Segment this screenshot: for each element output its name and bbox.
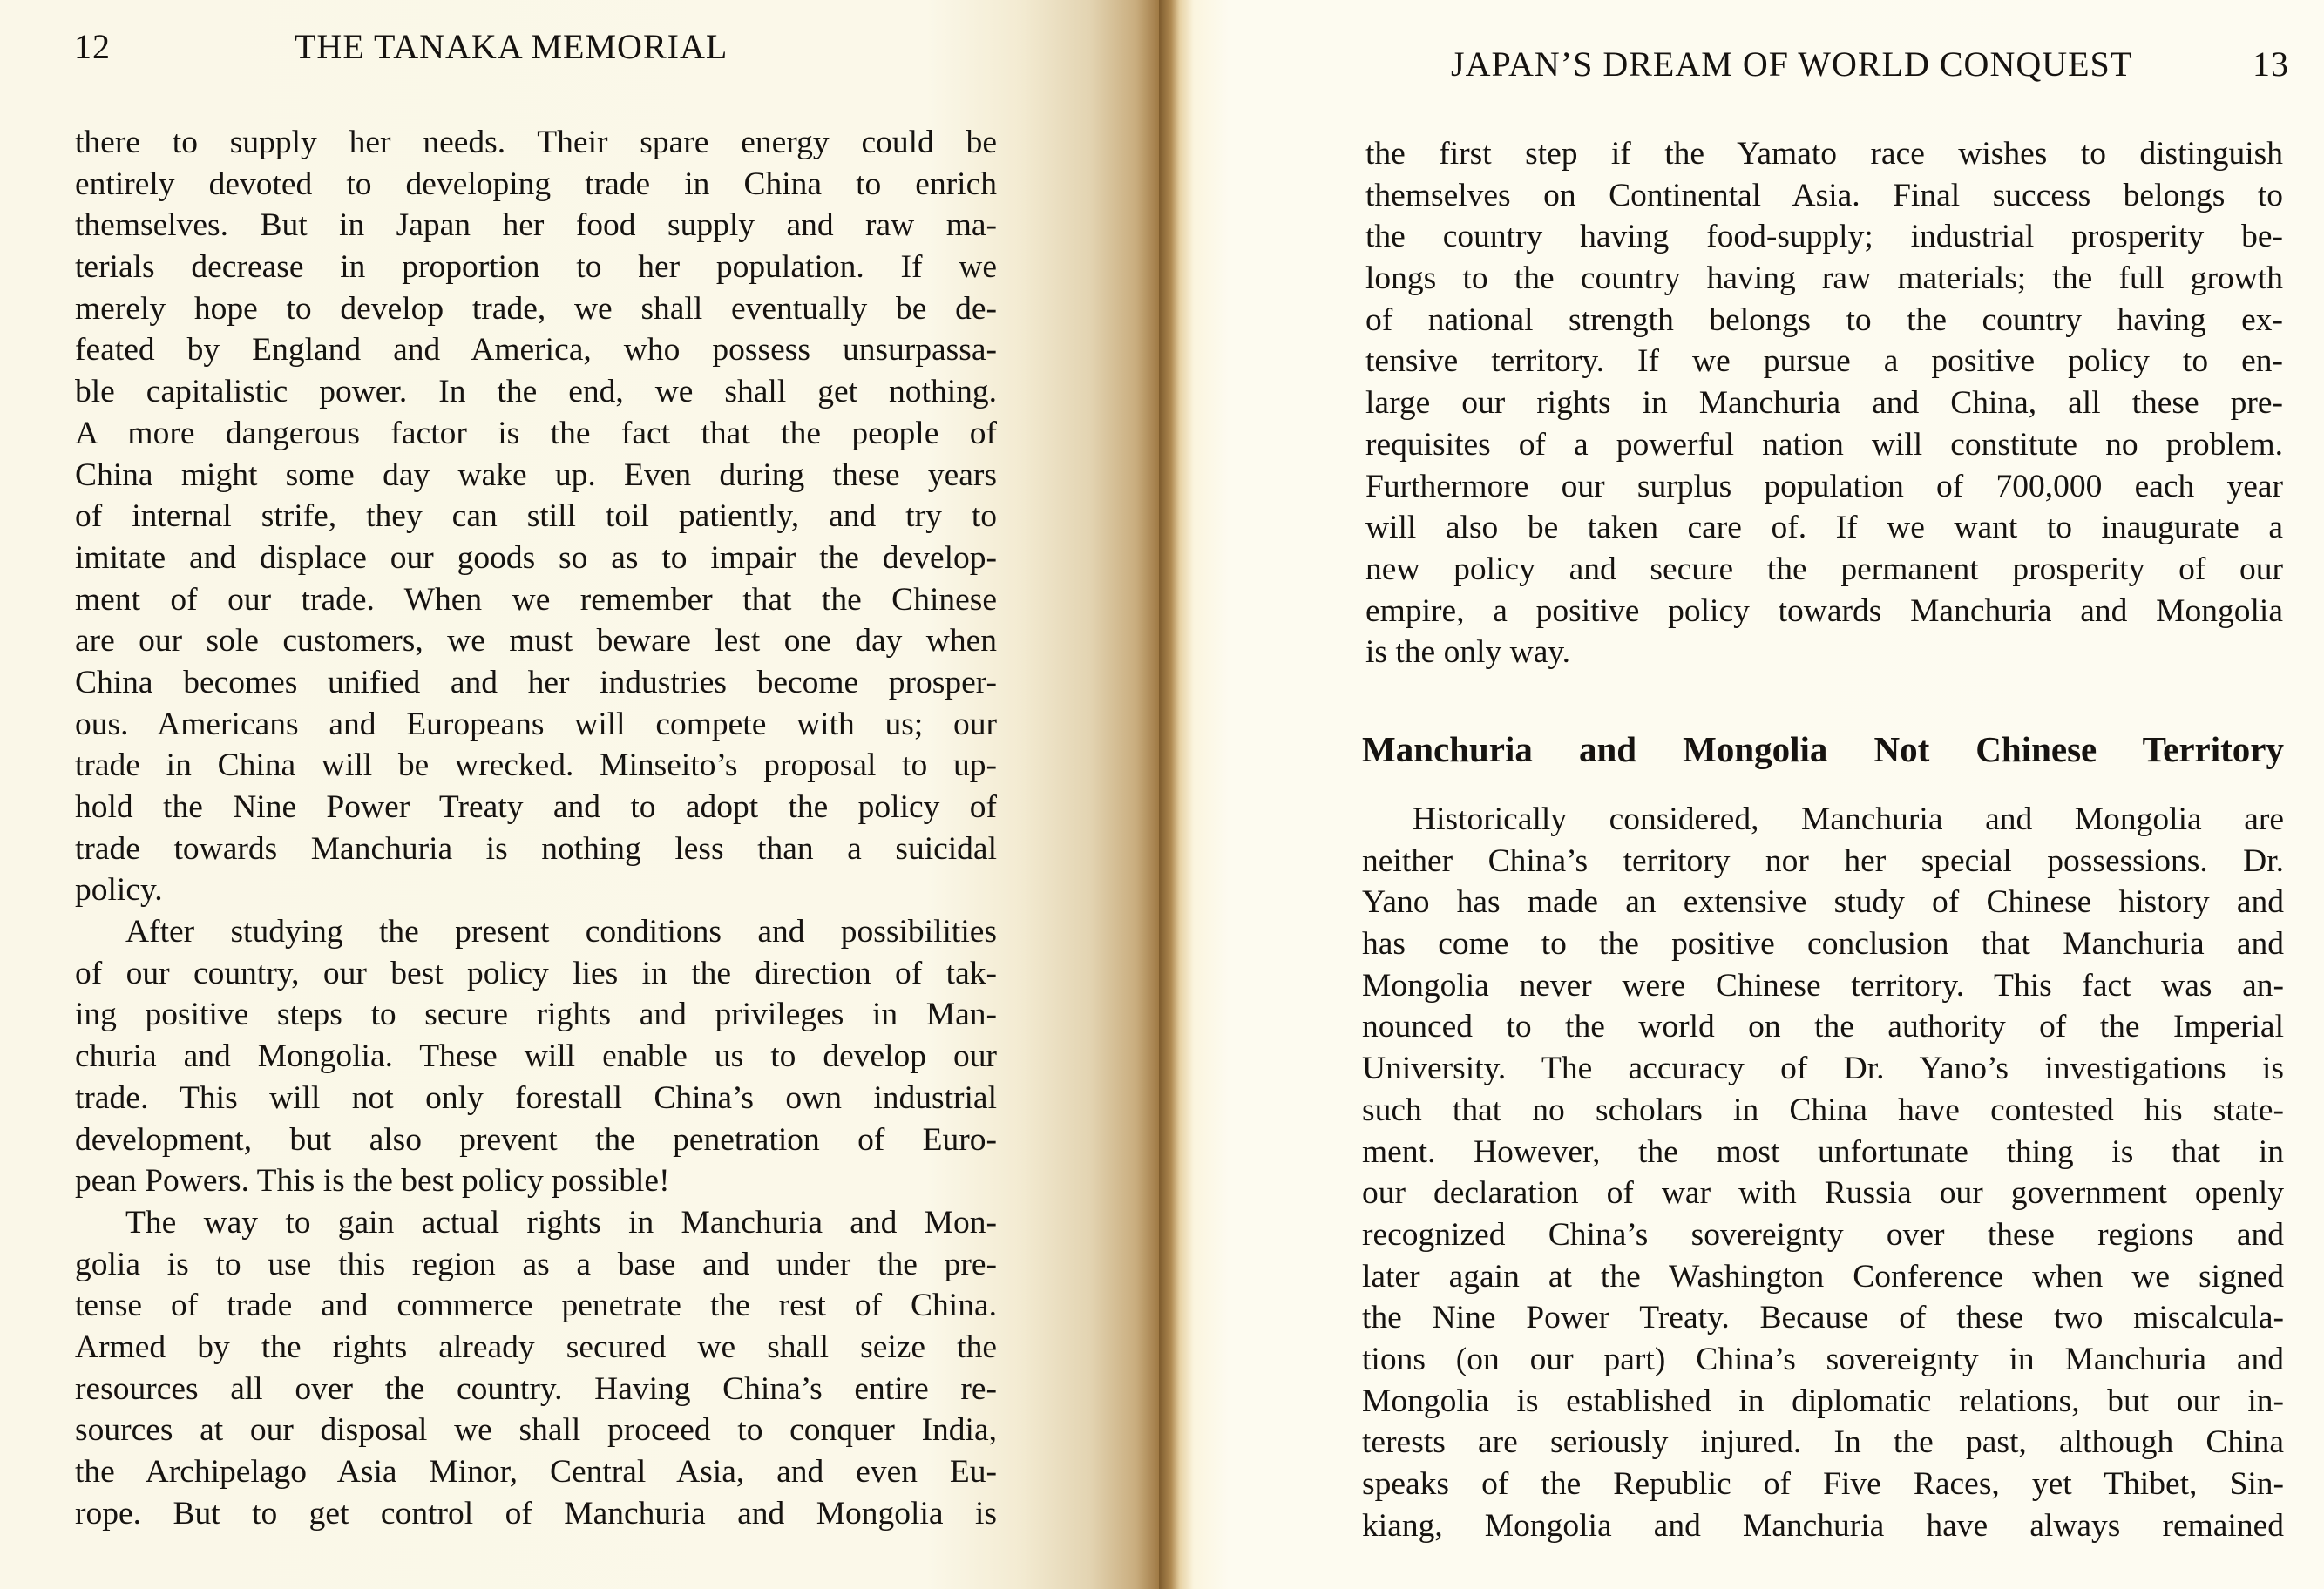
text-line: A more dangerous factor is the fact that the people of (75, 415, 997, 451)
text-line: ble capitalistic power. In the end, we shall get nothing. (75, 374, 997, 410)
text-line: pean Powers. This is the best policy possible! (75, 1163, 670, 1200)
text-line: China might some day wake up. Even during these years (75, 456, 997, 493)
text-line: are our sole customers, we must beware lest one day when (75, 623, 997, 659)
text-line: themselves on Continental Asia. Final success belongs to (1365, 177, 2283, 213)
text-line: nounced to the world on the authority of the Imperial (1362, 1009, 2284, 1045)
paragraph-start-line: After studying the present conditions and possibilities (125, 914, 997, 950)
text-line: Armed by the rights already secured we shall seize the (75, 1329, 997, 1365)
text-line: policy. (75, 872, 163, 909)
right-body-text-bottom (1362, 799, 2284, 1546)
text-line: hold the Nine Power Treaty and to adopt the policy of (75, 789, 997, 825)
text-line: later again at the Washington Conference when we signed (1362, 1258, 2284, 1295)
text-line: entirely devoted to developing trade in China to enrich (75, 166, 997, 202)
text-line: University. The accuracy of Dr. Yano’s investigations is (1362, 1051, 2284, 1087)
text-line: longs to the country having raw materials; the full growth (1365, 260, 2283, 297)
left-running-title: THE TANAKA MEMORIAL (295, 27, 728, 66)
text-line: recognized China’s sovereignty over these regions and (1362, 1216, 2284, 1253)
right-page-number: 13 (2253, 44, 2289, 84)
text-line: trade towards Manchuria is nothing less than a suicidal (75, 830, 997, 867)
paragraph-start-line: The way to gain actual rights in Manchuria and Mon- (125, 1204, 997, 1241)
text-line: golia is to use this region as a base and under the pre- (75, 1246, 997, 1282)
text-line: will also be taken care of. If we want to inaugurate a (1365, 510, 2283, 546)
text-line: merely hope to develop trade, we shall eventually be de- (75, 290, 997, 327)
text-line: is the only way. (1365, 634, 1571, 671)
text-line: rope. But to get control of Manchuria and Mongolia is (75, 1495, 997, 1532)
text-line: development, but also prevent the penetration of Euro- (75, 1121, 997, 1158)
right-body-text-top (1365, 133, 2283, 673)
text-line: imitate and displace our goods so as to impair the develop- (75, 539, 997, 576)
text-line: ous. Americans and Europeans will compete with us; our (75, 706, 997, 742)
text-line: ment. However, the most unfortunate thing is that in (1362, 1133, 2284, 1170)
text-line: tensive territory. If we pursue a positive policy to en- (1365, 343, 2283, 380)
text-line: has come to the positive conclusion that Manchuria and (1362, 926, 2284, 963)
text-line: of internal strife, they can still toil patiently, and try to (75, 498, 997, 535)
paragraph-start-line: Historically considered, Manchuria and Mongolia are (1413, 801, 2284, 837)
text-line: Mongolia is established in diplomatic relations, but our in- (1362, 1383, 2284, 1419)
text-line: requisites of a powerful nation will constitute no problem. (1365, 426, 2283, 463)
text-line: China becomes unified and her industries become prosper- (75, 664, 997, 700)
text-line: themselves. But in Japan her food supply and raw ma- (75, 207, 997, 244)
text-line: ing positive steps to secure rights and privileges in Man- (75, 997, 997, 1033)
text-line: sources at our disposal we shall proceed to conquer India, (75, 1412, 997, 1449)
text-line: the first step if the Yamato race wishes to distinguish (1365, 136, 2283, 172)
text-line: speaks of the Republic of Five Races, yet Thibet, Sin- (1362, 1466, 2284, 1502)
text-line: churia and Mongolia. These will enable us to develop our (75, 1038, 997, 1075)
text-line: trade in China will be wrecked. Minseito’s proposal to up- (75, 747, 997, 784)
text-line: Yano has made an extensive study of Chinese history and (1362, 884, 2284, 921)
text-line: ment of our trade. When we remember that the Chinese (75, 581, 997, 618)
text-line: of our country, our best policy lies in the direction of tak- (75, 955, 997, 991)
text-line: resources all over the country. Having China’s entire re- (75, 1370, 997, 1407)
left-body-text (75, 122, 997, 1534)
text-line: of national strength belongs to the country having ex- (1365, 301, 2283, 338)
text-line: the Nine Power Treaty. Because of these two miscalcula- (1362, 1300, 2284, 1336)
right-running-title: JAPAN’S DREAM OF WORLD CONQUEST (1451, 44, 2133, 84)
text-line: the Archipelago Asia Minor, Central Asia, and even Eu- (75, 1454, 997, 1490)
text-line: terials decrease in proportion to her population. If we (75, 249, 997, 286)
text-line: new policy and secure the permanent prosperity of our (1365, 551, 2283, 587)
text-line: kiang, Mongolia and Manchuria have always remained (1362, 1507, 2284, 1544)
text-line: tense of trade and commerce penetrate the rest of China. (75, 1288, 997, 1324)
left-page-number: 12 (74, 27, 111, 66)
text-line: such that no scholars in China have contested his state- (1362, 1092, 2284, 1128)
text-line: empire, a positive policy towards Manchuria and Mongolia (1365, 592, 2283, 629)
text-line: terests are seriously injured. In the past, although China (1362, 1424, 2284, 1461)
text-line: tions (on our part) China’s sovereignty in Manchuria and (1362, 1341, 2284, 1377)
text-line: trade. This will not only forestall China’s own industrial (75, 1079, 997, 1116)
text-line: our declaration of war with Russia our government openly (1362, 1175, 2284, 1212)
text-line: there to supply her needs. Their spare energy could be (75, 125, 997, 160)
text-line: the country having food-supply; industrial prosperity be- (1365, 219, 2283, 255)
text-line: Furthermore our surplus population of 700,000 each year (1365, 468, 2283, 504)
text-line: large our rights in Manchuria and China, all these pre- (1365, 385, 2283, 422)
section-heading: Manchuria and Mongolia Not Chinese Territory (1362, 729, 2284, 769)
text-line: neither China’s territory nor her special possessions. Dr. (1362, 842, 2284, 879)
text-line: feated by England and America, who possess unsurpassa- (75, 332, 997, 369)
text-line: Mongolia never were Chinese territory. This fact was an- (1362, 967, 2284, 1004)
